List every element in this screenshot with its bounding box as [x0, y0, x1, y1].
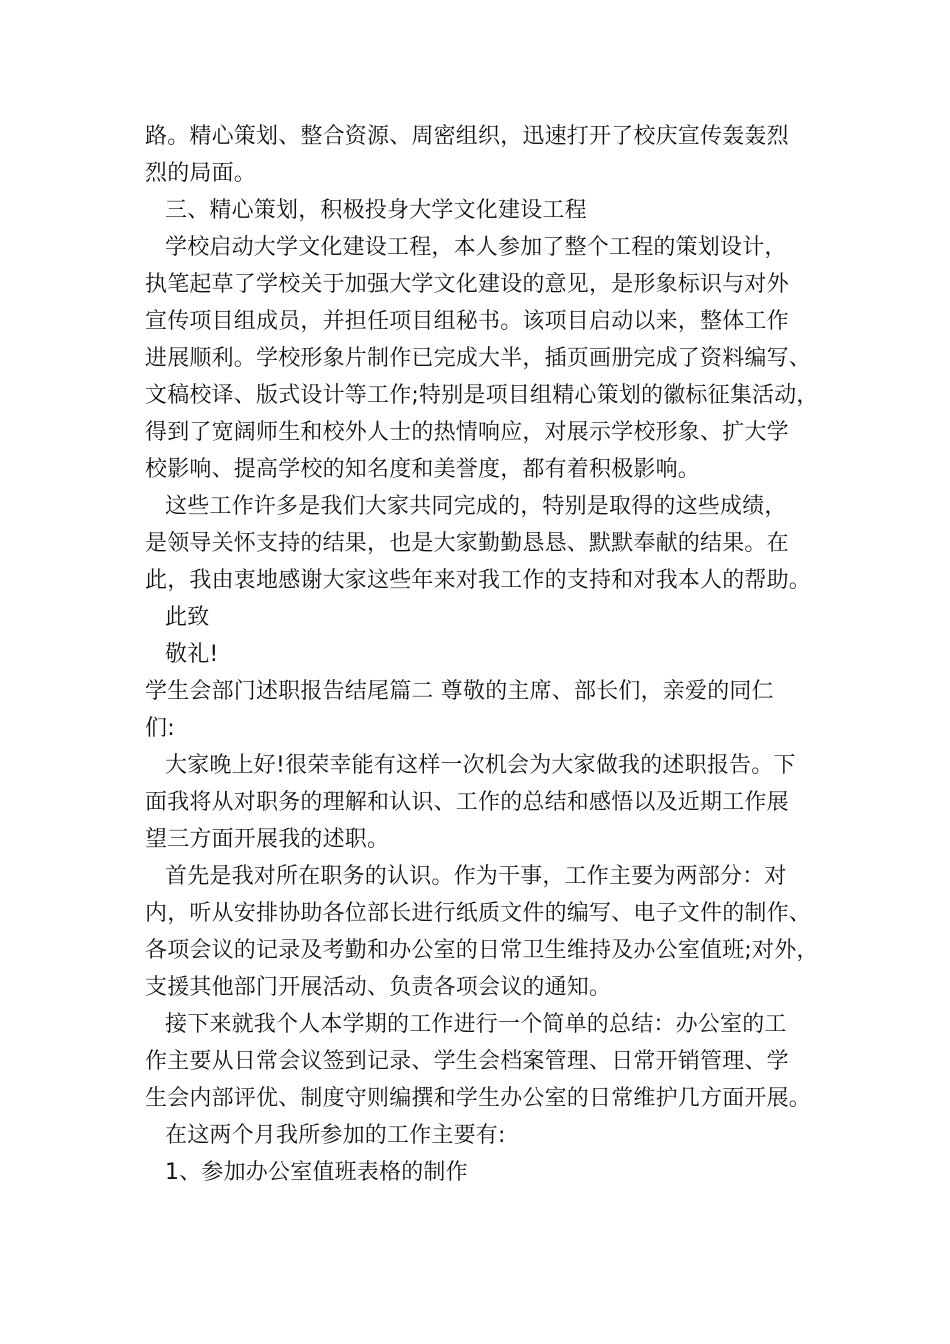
text-line: 面我将从对职务的理解和认识、工作的总结和感悟以及近期工作展 — [145, 790, 789, 815]
text-line: 首先是我对所在职务的认识。作为干事，工作主要为两部分：对 — [165, 864, 787, 889]
closing-regards: 敬礼! — [165, 642, 219, 667]
list-item: 1、参加办公室值班表格的制作 — [165, 1160, 468, 1185]
text-line: 在这两个月我所参加的工作主要有: — [165, 1123, 506, 1148]
text-line: 内，听从安排协助各位部长进行纸质文件的编写、电子文件的制作、 — [145, 901, 812, 926]
text-line: 此，我由衷地感谢大家这些年来对我工作的支持和对我本人的帮助。 — [145, 568, 812, 593]
text-line: 学校启动大学文化建设工程，本人参加了整个工程的策划设计， — [165, 235, 787, 260]
closing-salutation: 此致 — [165, 605, 210, 630]
text-line: 校影响、提高学校的知名度和美誉度，都有着积极影响。 — [145, 457, 701, 482]
document-heading: 学生会部门述职报告结尾篇二 尊敬的主席、部长们，亲爱的同仁 — [145, 679, 774, 704]
text-line: 望三方面开展我的述职。 — [145, 827, 390, 852]
text-line: 大家晚上好!很荣幸能有这样一次机会为大家做我的述职报告。下 — [165, 753, 796, 778]
section-heading: 三、精心策划，积极投身大学文化建设工程 — [165, 198, 587, 223]
text-line: 宣传项目组成员，并担任项目组秘书。该项目启动以来，整体工作 — [145, 309, 789, 334]
text-line: 文稿校译、版式设计等工作;特别是项目组精心策划的徽标征集活动， — [145, 383, 819, 408]
text-line: 烈的局面。 — [145, 161, 257, 186]
text-line: 得到了宽阔师生和校外人士的热情响应，对展示学校形象、扩大学 — [145, 420, 789, 445]
text-line: 们: — [145, 716, 175, 741]
text-line: 作主要从日常会议签到记录、学生会档案管理、日常开销管理、学 — [145, 1049, 789, 1074]
text-line: 生会内部评优、制度守则编撰和学生办公室的日常维护几方面开展。 — [145, 1086, 812, 1111]
text-line: 路。精心策划、整合资源、周密组织，迅速打开了校庆宣传轰轰烈 — [145, 124, 789, 149]
text-line: 执笔起草了学校关于加强大学文化建设的意见，是形象标识与对外 — [145, 272, 789, 297]
text-line: 支援其他部门开展活动、负责各项会议的通知。 — [145, 975, 612, 1000]
text-line: 是领导关怀支持的结果，也是大家勤勤恳恳、默默奉献的结果。在 — [145, 531, 789, 556]
text-line: 这些工作许多是我们大家共同完成的，特别是取得的这些成绩， — [165, 494, 787, 519]
text-line: 各项会议的记录及考勤和办公室的日常卫生维持及办公室值班;对外， — [145, 938, 819, 963]
text-line: 接下来就我个人本学期的工作进行一个简单的总结：办公室的工 — [165, 1012, 787, 1037]
text-line: 进展顺利。学校形象片制作已完成大半，插页画册完成了资料编写、 — [145, 346, 812, 371]
